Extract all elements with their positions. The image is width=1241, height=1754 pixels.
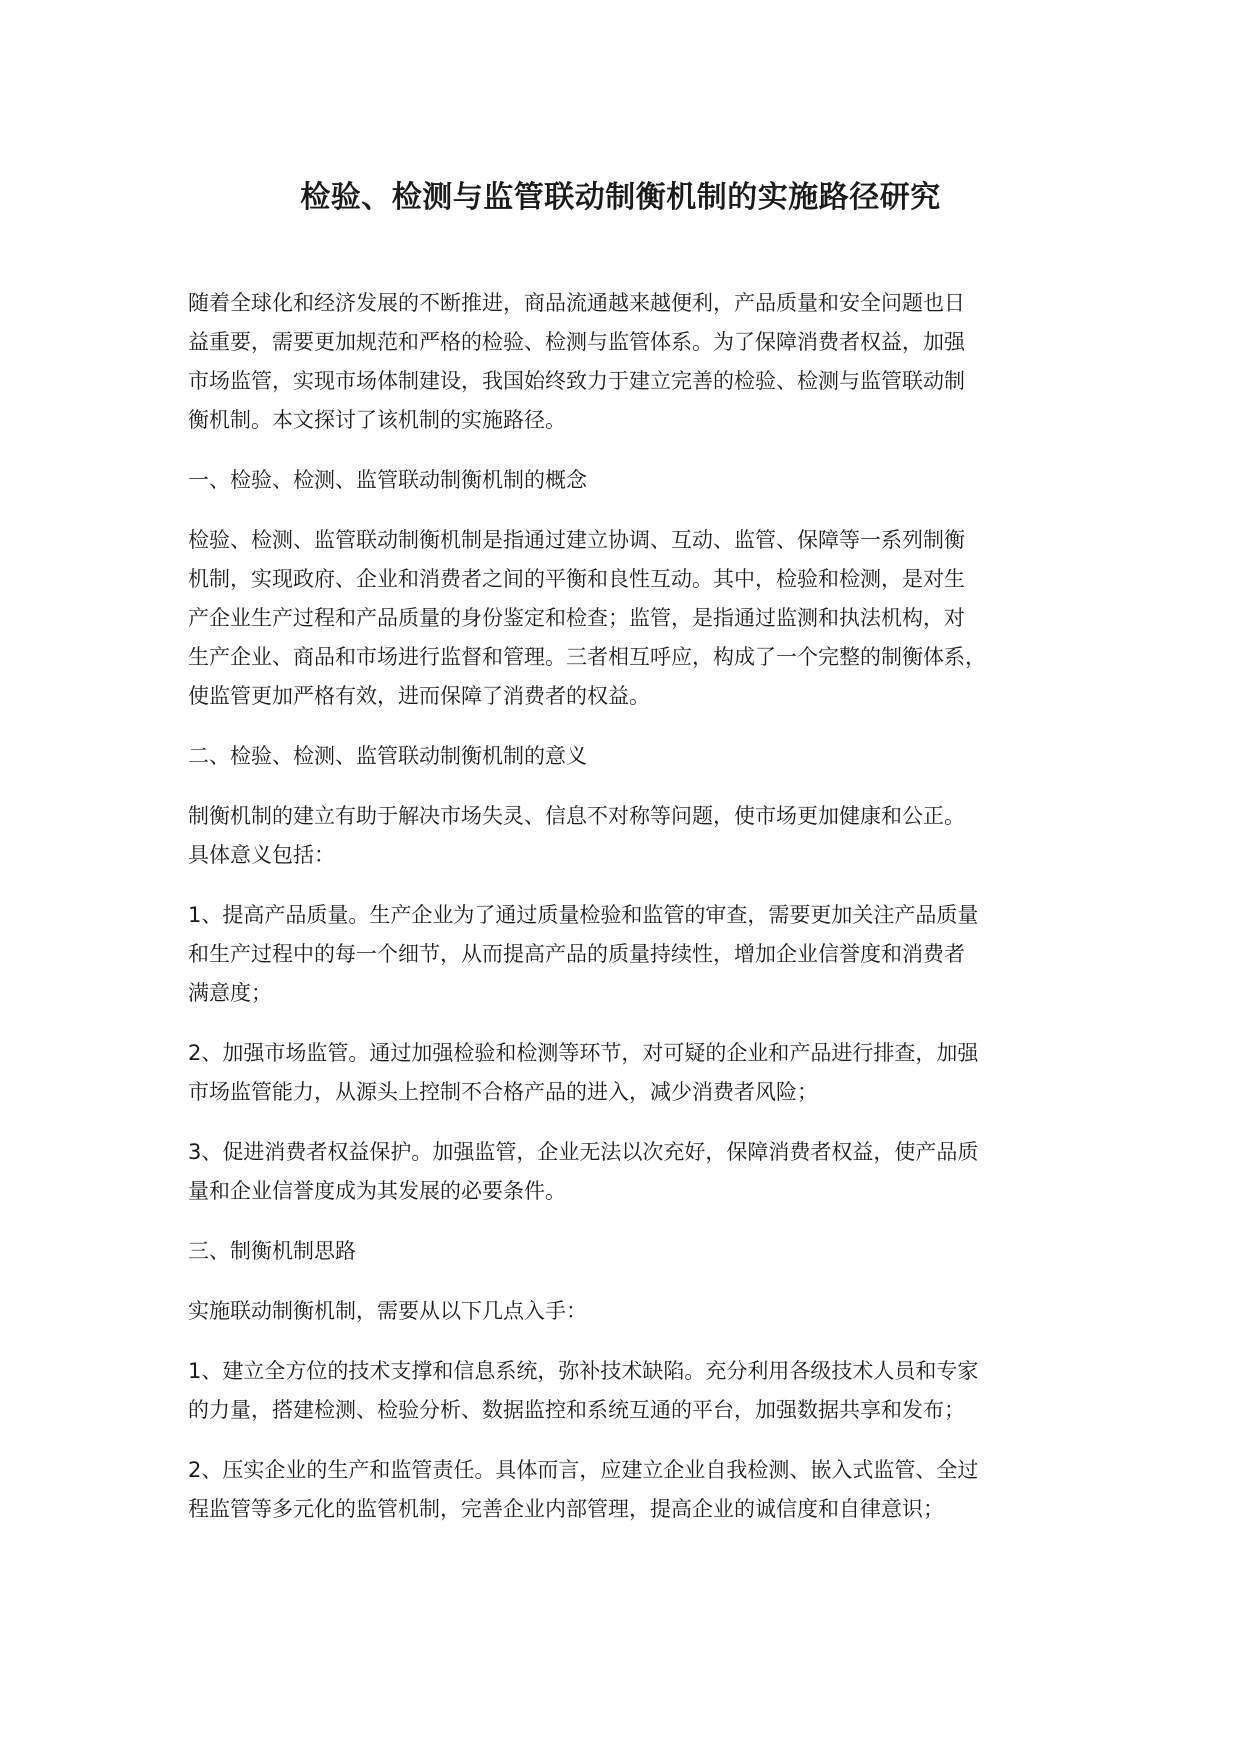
text-line: 三、制衡机制思路	[188, 1239, 356, 1263]
text-line: 的力量，搭建检测、检验分析、数据监控和系统互通的平台，加强数据共享和发布；	[188, 1398, 965, 1422]
paragraph	[188, 1292, 1088, 1331]
text-line: 市场监管能力，从源头上控制不合格产品的进入，减少消费者风险；	[188, 1080, 818, 1104]
document-title: 检验、检测与监管联动制衡机制的实施路径研究	[300, 180, 941, 215]
paragraph	[188, 1034, 1088, 1112]
text-line: 机制，实现政府、企业和消费者之间的平衡和良性互动。其中，检验和检测，是对生	[188, 567, 965, 591]
paragraph	[188, 284, 1088, 440]
text-line: 生产企业、商品和市场进行监督和管理。三者相互呼应，构成了一个完整的制衡体系，	[188, 645, 986, 669]
text-line: 满意度；	[188, 981, 272, 1005]
text-line: 1、建立全方位的技术支撑和信息系统，弥补技术缺陷。充分利用各级技术人员和专家	[188, 1359, 979, 1383]
paragraph	[188, 521, 1088, 716]
text-line: 市场监管，实现市场体制建设，我国始终致力于建立完善的检验、检测与监管联动制	[188, 369, 965, 393]
paragraph	[188, 1451, 1088, 1529]
text-line: 实施联动制衡机制，需要从以下几点入手：	[188, 1299, 587, 1323]
text-line: 和生产过程中的每一个细节，从而提高产品的质量持续性，增加企业信誉度和消费者	[188, 942, 965, 966]
text-line: 益重要，需要更加规范和严格的检验、检测与监管体系。为了保障消费者权益，加强	[188, 330, 965, 354]
text-line: 检验、检测、监管联动制衡机制是指通过建立协调、互动、监管、保障等一系列制衡	[188, 528, 965, 552]
paragraph	[188, 1133, 1088, 1211]
text-line: 3、促进消费者权益保护。加强监管，企业无法以次充好，保障消费者权益，使产品质	[188, 1140, 979, 1164]
paragraph	[188, 896, 1088, 1013]
paragraph	[188, 1232, 1088, 1271]
text-line: 1、提高产品质量。生产企业为了通过质量检验和监管的审查，需要更加关注产品质量	[188, 903, 979, 927]
paragraph	[188, 737, 1088, 776]
text-line: 程监管等多元化的监管机制，完善企业内部管理，提高企业的诚信度和自律意识；	[188, 1497, 944, 1521]
paragraph	[188, 1352, 1088, 1430]
text-line: 随着全球化和经济发展的不断推进，商品流通越来越便利，产品质量和安全问题也日	[188, 291, 965, 315]
paragraph	[188, 797, 1088, 875]
text-line: 衡机制。本文探讨了该机制的实施路径。	[188, 408, 566, 432]
paragraph	[188, 461, 1088, 500]
text-line: 2、加强市场监管。通过加强检验和检测等环节，对可疑的企业和产品进行排查，加强	[188, 1041, 979, 1065]
document-body	[188, 284, 1088, 1550]
text-line: 二、检验、检测、监管联动制衡机制的意义	[188, 744, 587, 768]
text-line: 制衡机制的建立有助于解决市场失灵、信息不对称等问题，使市场更加健康和公正。	[188, 804, 965, 828]
text-line: 具体意义包括：	[188, 843, 335, 867]
text-line: 产企业生产过程和产品质量的身份鉴定和检查；监管，是指通过监测和执法机构，对	[188, 606, 965, 630]
text-line: 2、压实企业的生产和监管责任。具体而言，应建立企业自我检测、嵌入式监管、全过	[188, 1458, 979, 1482]
text-line: 一、检验、检测、监管联动制衡机制的概念	[188, 468, 587, 492]
text-line: 量和企业信誉度成为其发展的必要条件。	[188, 1179, 566, 1203]
text-line: 使监管更加严格有效，进而保障了消费者的权益。	[188, 684, 650, 708]
